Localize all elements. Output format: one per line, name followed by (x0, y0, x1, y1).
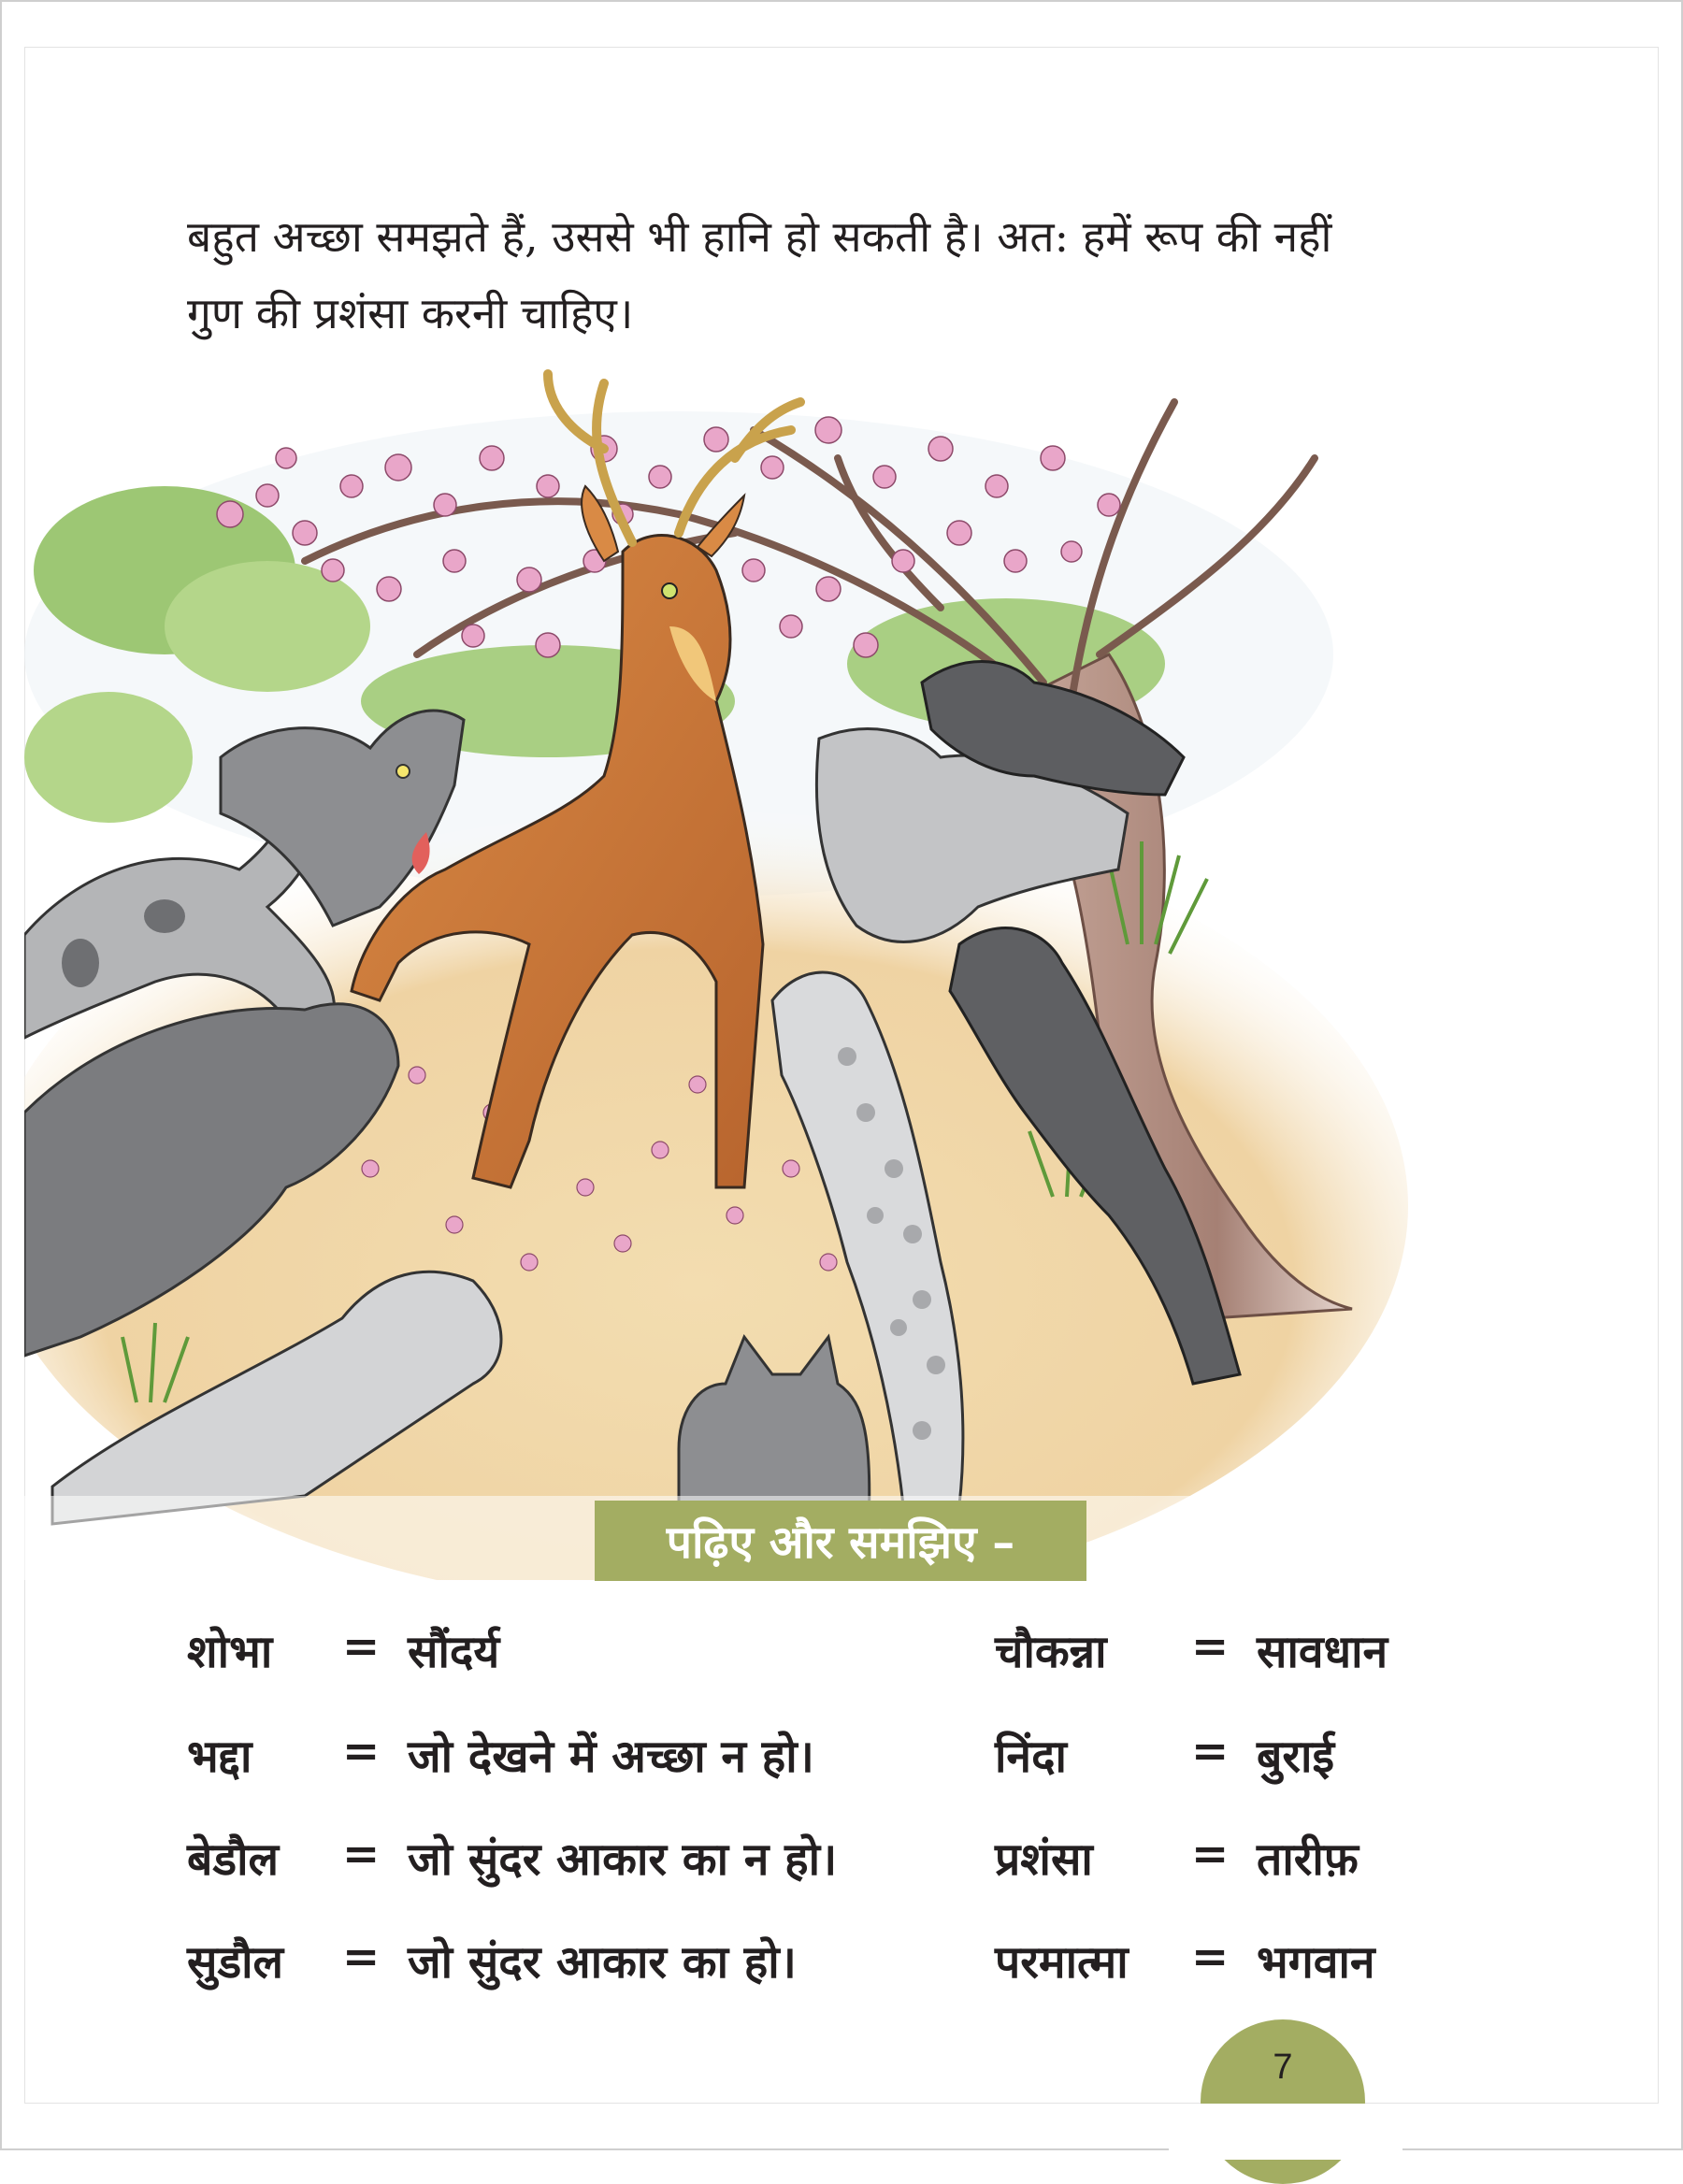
vocab-word: बेडौल (187, 1833, 280, 1886)
vocab-meaning: जो सुंदर आकार का हो। (408, 1936, 797, 1989)
vocab-equals: = (342, 1620, 381, 1673)
vocab-row-left-1 (187, 1620, 954, 1695)
story-illustration (24, 346, 1427, 1580)
vocab-word: चौकन्ना (995, 1626, 1107, 1678)
vocab-equals: = (342, 1931, 381, 1983)
vocab-meaning: तारीफ़ (1257, 1833, 1359, 1886)
page-number: 7 (1273, 2048, 1293, 2087)
vocab-row-left-2 (187, 1725, 954, 1800)
vocab-word: शोभा (187, 1626, 273, 1678)
vocab-row-right-1 (995, 1620, 1518, 1695)
vocab-equals: = (1191, 1931, 1230, 1983)
section-heading: पढ़िए और समझिए – (666, 1516, 1015, 1569)
passage-line-2: गुण की प्रशंसा करनी चाहिए। (187, 288, 634, 338)
vocab-word: परमात्मा (995, 1936, 1129, 1989)
vocab-row-right-2 (995, 1725, 1518, 1800)
vocab-word: भद्दा (187, 1731, 252, 1783)
vocab-meaning: बुराई (1257, 1731, 1335, 1783)
vocab-row-left-3 (187, 1828, 954, 1903)
vocab-word: प्रशंसा (995, 1833, 1093, 1886)
vocab-meaning: जो देखने में अच्छा न हो। (408, 1731, 814, 1783)
vocab-meaning: सौंदर्य (408, 1626, 500, 1678)
vocab-row-right-4 (995, 1931, 1518, 2005)
vocab-equals: = (1191, 1620, 1230, 1673)
vocab-equals: = (342, 1725, 381, 1777)
vocab-row-left-4 (187, 1931, 954, 2005)
vocab-equals: = (342, 1828, 381, 1880)
section-heading-box (595, 1501, 1086, 1581)
vocab-meaning: सावधान (1257, 1626, 1388, 1678)
vocab-equals: = (1191, 1828, 1230, 1880)
vocab-word: निंदा (995, 1731, 1067, 1783)
vocab-meaning: जो सुंदर आकार का न हो। (408, 1833, 838, 1886)
vocab-word: सुडौल (187, 1936, 284, 1989)
vocab-meaning: भगवान (1257, 1936, 1375, 1989)
page-bottom-margin (1169, 2104, 1402, 2160)
passage-line-1: बहुत अच्छा समझते हैं, उससे भी हानि हो सकती है। अत: हमें रूप की नहीं (187, 211, 1332, 262)
vocab-equals: = (1191, 1725, 1230, 1777)
vocab-row-right-3 (995, 1828, 1518, 1903)
